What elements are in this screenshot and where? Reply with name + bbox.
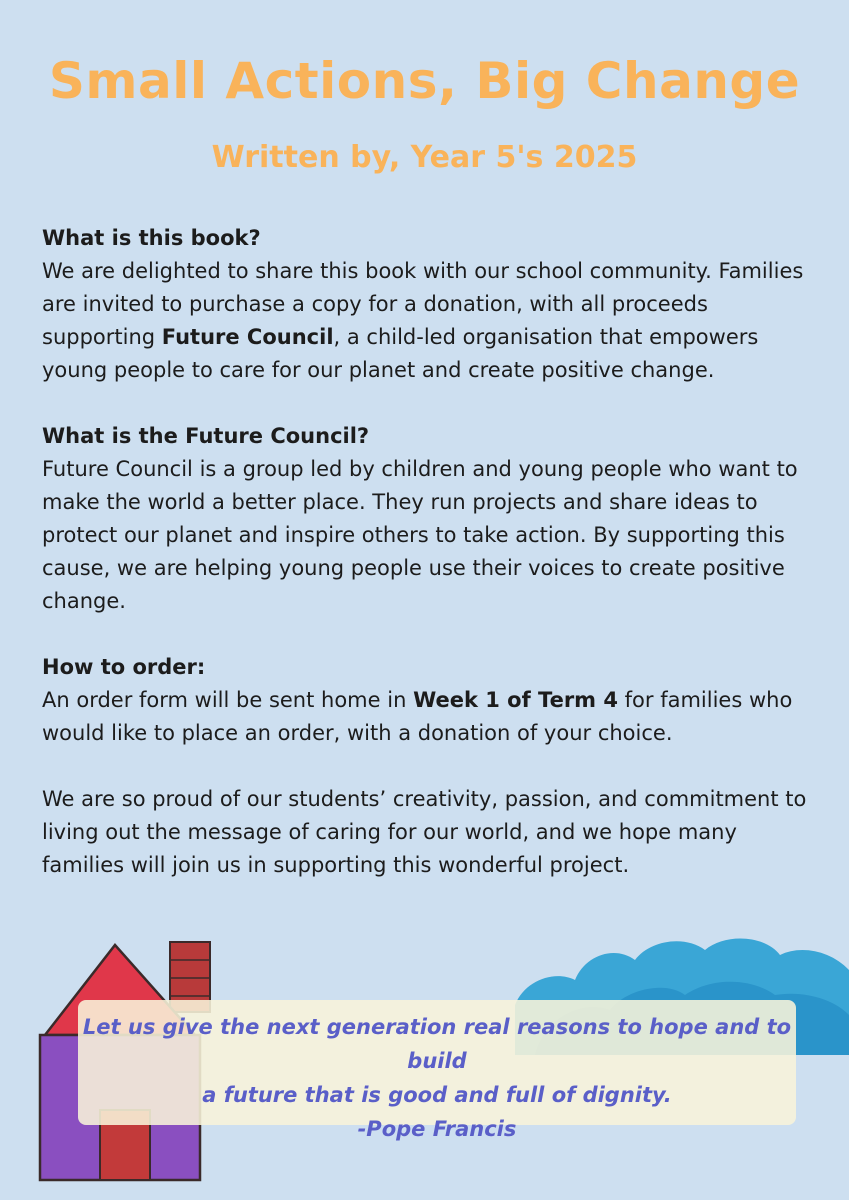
bold-text: Future Council: [161, 325, 334, 349]
text-run: We are delighted to share this book with our school community. Families are invited to purchase a copy for a donation, with all proceeds supporting: [42, 259, 804, 349]
section-text: We are so proud of our students’ creativity, passion, and commitment to living out the message of caring for our world, and we hope many families will join us in supporting this wonderful project.: [42, 787, 807, 877]
page-subtitle: Written by, Year 5's 2025: [211, 140, 638, 175]
quote-author: -Pope Francis: [357, 1117, 517, 1141]
page-title: Small Actions, Big Change: [48, 52, 801, 110]
section-text: Future Council is a group led by children and young people who want to make the world a better place. They run projects and share ideas to protect our planet and inspire others to take action. By supporting this cause, we are helping young people use their voices to create positive change.: [42, 457, 798, 613]
section-closing: [42, 783, 812, 882]
quote-box: [78, 1000, 796, 1141]
text-run: An order form will be sent home in: [42, 688, 414, 712]
bold-text: Week 1 of Term 4: [413, 688, 618, 712]
section-council: [42, 420, 812, 618]
section-heading: What is this book?: [42, 226, 261, 250]
section-order: [42, 651, 812, 750]
main-content: [42, 222, 812, 915]
section-heading: How to order:: [42, 655, 206, 679]
section-text: [42, 684, 812, 750]
quote-line: Let us give the next generation real reasons to hope and to build: [82, 1015, 792, 1073]
text-run: for families who would like to place an order, with a donation of your choice.: [42, 688, 793, 745]
quote-line: a future that is good and full of dignity.: [202, 1083, 672, 1107]
text-run: , a child-led organisation that empowers young people to care for our planet and create positive change.: [42, 325, 759, 382]
section-text: [42, 255, 812, 387]
section-book: [42, 222, 812, 387]
section-heading: What is the Future Council?: [42, 424, 370, 448]
